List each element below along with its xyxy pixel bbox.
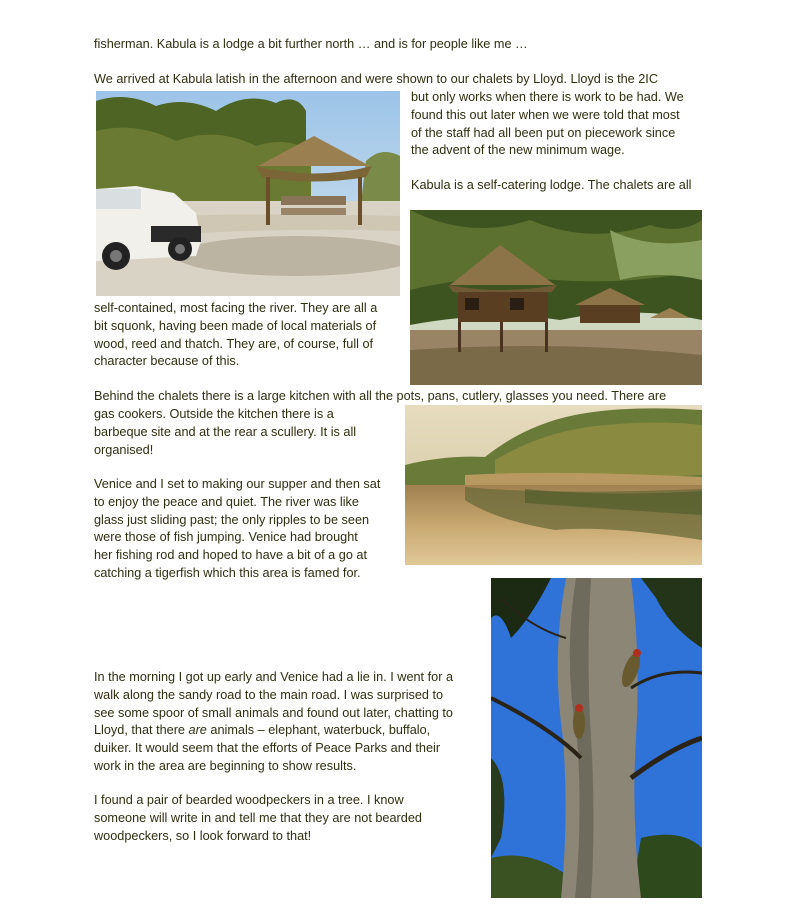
text-line: character because of this. [94,354,240,369]
text-line: found this out later when we were told that most [411,107,680,122]
vehicle-at-lodge-sign-photo [96,91,400,296]
text-line: of the staff had all been put on piecework since [411,125,676,140]
emphasis-are: are [188,723,207,738]
paragraph-arrival-wrap [411,89,684,160]
text-line: fisherman. Kabula is a lodge a bit further north … and is for people like me … [94,37,528,51]
thatched-chalet-photo [410,210,702,385]
text-line: In the morning I got up early and Venice had a lie in. I went for a [94,670,453,684]
paragraph-self-catering [94,300,377,371]
text-line: see some spoor of small animals and found out later, chatting to [94,705,453,720]
text-line: We arrived at Kabula latish in the afternoon and were shown to our chalets by Lloyd. Lloyd is the 2IC [94,72,658,86]
paragraph-intro [94,36,528,54]
text-line: gas cookers. Outside the kitchen there is a [94,407,334,421]
text-run: animals – elephant, waterbuck, buffalo, [206,723,431,738]
text-line: to enjoy the peace and quiet. The river was like [94,494,359,509]
text-line: work in the area are beginning to show results. [94,758,357,773]
paragraph-kitchen [94,388,666,406]
text-line: bit squonk, having been made of local materials of [94,318,377,333]
paragraph-kitchen-wrap [94,406,356,459]
text-line: someone will write in and tell me that they are not bearded [94,810,422,825]
text-line: self-contained, most facing the river. They are all a [94,301,378,315]
text-line: barbeque site and at the rear a scullery. It is all [94,424,357,439]
paragraph-arrival [94,71,658,89]
text-line: the advent of the new minimum wage. [411,143,625,158]
text-line: glass just sliding past; the only ripples to be seen [94,512,370,527]
text-line: but only works when there is work to be had. We [411,90,684,104]
text-line-with-emphasis [94,722,453,740]
paragraph-supper [94,476,380,583]
text-line: catching a tigerfish which this area is famed for. [94,565,361,580]
text-line: duiker. It would seem that the efforts of Peace Parks and their [94,741,441,756]
paragraph-woodpeckers [94,792,422,845]
paragraph-self-catering-start [411,177,691,195]
text-line: I found a pair of bearded woodpeckers in a tree. I know [94,793,404,807]
woodpeckers-in-tree-photo [491,578,702,898]
text-line: were those of fish jumping. Venice had brought [94,530,358,545]
text-line: wood, reed and thatch. They are, of course, full of [94,336,374,351]
river-reflection-photo [405,405,702,565]
text-line: Kabula is a self-catering lodge. The chalets are all [411,178,692,192]
paragraph-morning-walk [94,669,453,776]
text-line: walk along the sandy road to the main road. I was surprised to [94,687,444,702]
text-line: her fishing rod and hoped to have a bit of a go at [94,548,367,563]
text-line: organised! [94,442,154,457]
text-line: Behind the chalets there is a large kitchen with all the pots, pans, cutlery, glasses you need. There are [94,389,667,403]
text-run: Lloyd, that there [94,723,189,738]
text-line: woodpeckers, so I look forward to that! [94,828,312,843]
text-line: Venice and I set to making our supper and then sat [94,477,381,491]
